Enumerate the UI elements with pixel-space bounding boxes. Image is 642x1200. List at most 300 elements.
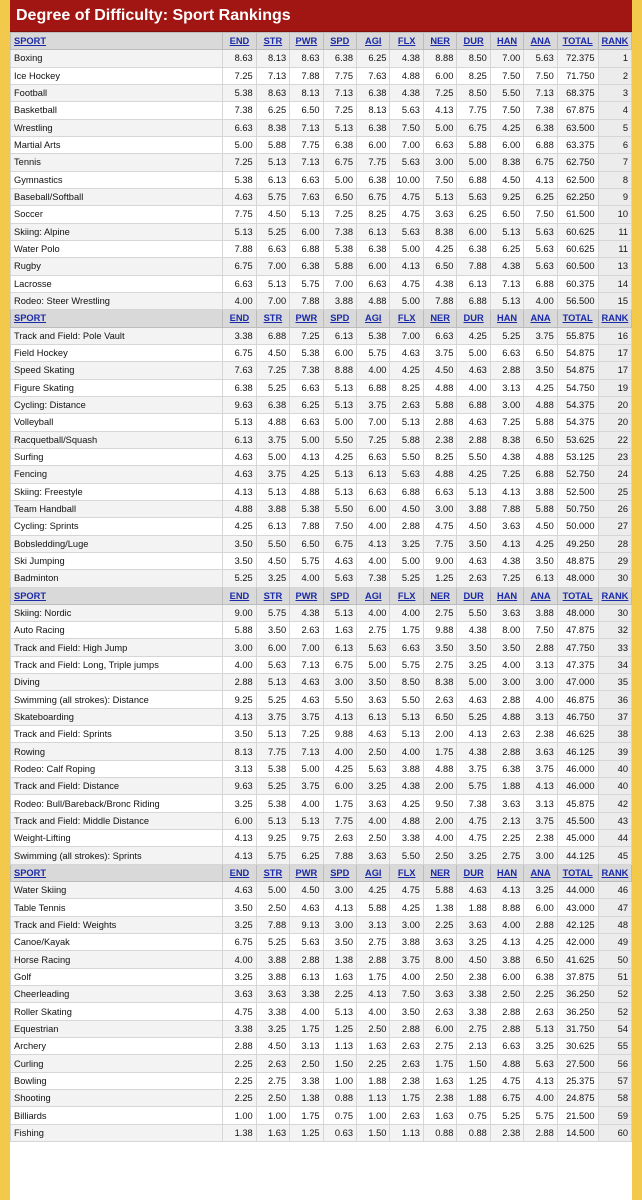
sort-link-end[interactable]: END bbox=[229, 313, 250, 324]
sort-link-spd[interactable]: SPD bbox=[330, 590, 350, 601]
cell-ana: 7.50 bbox=[524, 622, 557, 639]
cell-total: 56.500 bbox=[557, 292, 598, 309]
sort-link-ana[interactable]: ANA bbox=[530, 313, 551, 324]
cell-spd: 5.13 bbox=[323, 466, 356, 483]
cell-str: 6.25 bbox=[256, 102, 289, 119]
sort-link-ana[interactable]: ANA bbox=[530, 867, 551, 878]
cell-pwr: 1.75 bbox=[290, 1020, 323, 1037]
cell-sport: Cheerleading bbox=[11, 986, 223, 1003]
cell-spd: 3.00 bbox=[323, 882, 356, 899]
sort-link-rank[interactable]: RANK bbox=[601, 867, 629, 878]
header-cell-str bbox=[256, 864, 289, 881]
cell-spd: 6.75 bbox=[323, 656, 356, 673]
cell-total: 24.875 bbox=[557, 1090, 598, 1107]
cell-spd: 7.00 bbox=[323, 275, 356, 292]
cell-str: 3.50 bbox=[256, 622, 289, 639]
cell-dur: 5.50 bbox=[457, 604, 490, 621]
cell-spd: 3.50 bbox=[323, 934, 356, 951]
cell-han: 2.25 bbox=[490, 830, 523, 847]
cell-agi: 3.75 bbox=[357, 396, 390, 413]
cell-agi: 1.63 bbox=[357, 1038, 390, 1055]
cell-dur: 4.63 bbox=[457, 691, 490, 708]
sort-link-ner[interactable]: NER bbox=[430, 867, 450, 878]
cell-ner: 3.00 bbox=[423, 154, 456, 171]
header-cell-pwr bbox=[290, 587, 323, 604]
cell-total: 54.875 bbox=[557, 344, 598, 361]
sort-link-dur[interactable]: DUR bbox=[463, 590, 484, 601]
cell-end: 4.63 bbox=[223, 882, 256, 899]
cell-han: 3.88 bbox=[490, 951, 523, 968]
table-row bbox=[11, 448, 632, 465]
cell-ner: 8.38 bbox=[423, 223, 456, 240]
cell-han: 1.88 bbox=[490, 778, 523, 795]
cell-flx: 4.75 bbox=[390, 188, 423, 205]
table-row bbox=[11, 535, 632, 552]
cell-ner: 5.00 bbox=[423, 119, 456, 136]
cell-pwr: 4.50 bbox=[290, 882, 323, 899]
cell-str: 1.00 bbox=[256, 1107, 289, 1124]
cell-ana: 6.25 bbox=[524, 188, 557, 205]
sort-link-spd[interactable]: SPD bbox=[330, 36, 350, 47]
cell-pwr: 5.75 bbox=[290, 275, 323, 292]
header-row bbox=[11, 33, 632, 50]
sort-link-ner[interactable]: NER bbox=[430, 313, 450, 324]
cell-dur: 4.75 bbox=[457, 830, 490, 847]
cell-total: 46.750 bbox=[557, 708, 598, 725]
cell-spd: 0.88 bbox=[323, 1090, 356, 1107]
cell-flx: 10.00 bbox=[390, 171, 423, 188]
cell-han: 2.88 bbox=[490, 362, 523, 379]
cell-end: 5.38 bbox=[223, 84, 256, 101]
cell-ner: 6.00 bbox=[423, 67, 456, 84]
cell-dur: 5.13 bbox=[457, 483, 490, 500]
cell-agi: 2.25 bbox=[357, 1055, 390, 1072]
cell-han: 4.00 bbox=[490, 916, 523, 933]
cell-agi: 2.88 bbox=[357, 951, 390, 968]
sort-link-dur[interactable]: DUR bbox=[463, 313, 484, 324]
cell-flx: 5.13 bbox=[390, 708, 423, 725]
cell-agi: 4.00 bbox=[357, 362, 390, 379]
cell-rank: 19 bbox=[598, 379, 631, 396]
cell-ana: 5.13 bbox=[524, 1020, 557, 1037]
cell-sport: Skiing: Freestyle bbox=[11, 483, 223, 500]
sort-link-flx[interactable]: FLX bbox=[397, 590, 416, 601]
sort-link-ana[interactable]: ANA bbox=[530, 36, 551, 47]
sort-link-han[interactable]: HAN bbox=[496, 36, 518, 47]
sort-link-agi[interactable]: AGI bbox=[364, 590, 382, 601]
cell-agi: 6.00 bbox=[357, 500, 390, 517]
sort-link-ana[interactable]: ANA bbox=[530, 590, 551, 601]
cell-str: 5.88 bbox=[256, 136, 289, 153]
sort-link-total[interactable]: TOTAL bbox=[562, 36, 593, 47]
cell-pwr: 4.13 bbox=[290, 448, 323, 465]
cell-flx: 5.00 bbox=[390, 552, 423, 569]
cell-agi: 5.38 bbox=[357, 327, 390, 344]
cell-rank: 54 bbox=[598, 1020, 631, 1037]
cell-end: 3.63 bbox=[223, 986, 256, 1003]
cell-end: 6.13 bbox=[223, 431, 256, 448]
sort-link-flx[interactable]: FLX bbox=[397, 867, 416, 878]
cell-ana: 6.88 bbox=[524, 136, 557, 153]
cell-sport: Rodeo: Calf Roping bbox=[11, 760, 223, 777]
cell-han: 4.88 bbox=[490, 1055, 523, 1072]
sort-link-agi[interactable]: AGI bbox=[364, 36, 382, 47]
cell-total: 60.625 bbox=[557, 223, 598, 240]
table-row bbox=[11, 344, 632, 361]
cell-rank: 26 bbox=[598, 500, 631, 517]
cell-ner: 2.63 bbox=[423, 1003, 456, 1020]
sort-link-spd[interactable]: SPD bbox=[330, 867, 350, 878]
cell-flx: 4.38 bbox=[390, 778, 423, 795]
cell-spd: 7.13 bbox=[323, 84, 356, 101]
sort-link-sport[interactable]: SPORT bbox=[14, 867, 47, 878]
cell-total: 72.375 bbox=[557, 50, 598, 67]
header-cell-ner bbox=[423, 864, 456, 881]
cell-han: 2.38 bbox=[490, 1124, 523, 1141]
cell-pwr: 5.38 bbox=[290, 344, 323, 361]
header-cell-rank bbox=[598, 587, 631, 604]
cell-ana: 3.75 bbox=[524, 812, 557, 829]
sort-link-sport[interactable]: SPORT bbox=[14, 590, 47, 601]
cell-rank: 30 bbox=[598, 604, 631, 621]
sort-link-pwr[interactable]: PWR bbox=[295, 590, 318, 601]
cell-pwr: 3.38 bbox=[290, 986, 323, 1003]
sort-link-han[interactable]: HAN bbox=[496, 590, 518, 601]
cell-end: 4.88 bbox=[223, 500, 256, 517]
sort-link-str[interactable]: STR bbox=[263, 36, 283, 47]
cell-ana: 6.50 bbox=[524, 951, 557, 968]
cell-spd: 4.00 bbox=[323, 743, 356, 760]
cell-end: 6.75 bbox=[223, 258, 256, 275]
cell-total: 27.500 bbox=[557, 1055, 598, 1072]
cell-ana: 5.63 bbox=[524, 223, 557, 240]
cell-str: 5.00 bbox=[256, 448, 289, 465]
cell-str: 6.63 bbox=[256, 240, 289, 257]
cell-sport: Track and Field: Long, Triple jumps bbox=[11, 656, 223, 673]
sort-link-str[interactable]: STR bbox=[263, 867, 283, 878]
sort-link-flx[interactable]: FLX bbox=[397, 36, 416, 47]
cell-str: 6.38 bbox=[256, 396, 289, 413]
sort-link-dur[interactable]: DUR bbox=[463, 36, 484, 47]
cell-sport: Team Handball bbox=[11, 500, 223, 517]
cell-ner: 2.75 bbox=[423, 604, 456, 621]
header-cell-end bbox=[223, 587, 256, 604]
cell-str: 5.50 bbox=[256, 535, 289, 552]
cell-sport: Track and Field: Middle Distance bbox=[11, 812, 223, 829]
cell-flx: 3.50 bbox=[390, 1003, 423, 1020]
cell-han: 4.75 bbox=[490, 1072, 523, 1089]
cell-total: 62.750 bbox=[557, 154, 598, 171]
cell-spd: 6.00 bbox=[323, 778, 356, 795]
cell-str: 5.25 bbox=[256, 934, 289, 951]
cell-end: 3.38 bbox=[223, 1020, 256, 1037]
cell-pwr: 6.50 bbox=[290, 102, 323, 119]
cell-end: 4.00 bbox=[223, 951, 256, 968]
cell-rank: 16 bbox=[598, 327, 631, 344]
cell-agi: 7.25 bbox=[357, 431, 390, 448]
cell-ner: 3.63 bbox=[423, 206, 456, 223]
cell-rank: 23 bbox=[598, 448, 631, 465]
cell-str: 2.50 bbox=[256, 1090, 289, 1107]
cell-agi: 7.75 bbox=[357, 154, 390, 171]
header-cell-han bbox=[490, 33, 523, 50]
cell-end: 6.63 bbox=[223, 275, 256, 292]
cell-agi: 6.63 bbox=[357, 483, 390, 500]
cell-pwr: 6.13 bbox=[290, 968, 323, 985]
cell-sport: Surfing bbox=[11, 448, 223, 465]
cell-str: 5.00 bbox=[256, 882, 289, 899]
cell-han: 8.38 bbox=[490, 431, 523, 448]
cell-total: 41.625 bbox=[557, 951, 598, 968]
cell-rank: 40 bbox=[598, 778, 631, 795]
sort-link-total[interactable]: TOTAL bbox=[562, 590, 593, 601]
cell-spd: 9.88 bbox=[323, 726, 356, 743]
cell-pwr: 5.13 bbox=[290, 206, 323, 223]
cell-spd: 6.75 bbox=[323, 535, 356, 552]
cell-str: 7.25 bbox=[256, 362, 289, 379]
sort-link-agi[interactable]: AGI bbox=[364, 313, 382, 324]
cell-sport: Track and Field: Distance bbox=[11, 778, 223, 795]
cell-pwr: 6.50 bbox=[290, 535, 323, 552]
table-row bbox=[11, 986, 632, 1003]
cell-flx: 5.00 bbox=[390, 292, 423, 309]
cell-spd: 1.00 bbox=[323, 1072, 356, 1089]
cell-flx: 4.00 bbox=[390, 604, 423, 621]
cell-str: 5.13 bbox=[256, 674, 289, 691]
sort-link-total[interactable]: TOTAL bbox=[562, 313, 593, 324]
cell-ner: 8.88 bbox=[423, 50, 456, 67]
header-cell-spd bbox=[323, 864, 356, 881]
sort-link-pwr[interactable]: PWR bbox=[295, 313, 318, 324]
cell-flx: 2.38 bbox=[390, 1072, 423, 1089]
cell-spd: 7.38 bbox=[323, 223, 356, 240]
cell-sport: Ski Jumping bbox=[11, 552, 223, 569]
cell-han: 4.50 bbox=[490, 171, 523, 188]
table-row bbox=[11, 622, 632, 639]
cell-sport: Track and Field: Sprints bbox=[11, 726, 223, 743]
cell-dur: 5.00 bbox=[457, 674, 490, 691]
sort-link-rank[interactable]: RANK bbox=[601, 36, 629, 47]
cell-han: 4.88 bbox=[490, 708, 523, 725]
cell-flx: 5.00 bbox=[390, 240, 423, 257]
table-row bbox=[11, 708, 632, 725]
cell-flx: 5.13 bbox=[390, 414, 423, 431]
cell-sport: Auto Racing bbox=[11, 622, 223, 639]
cell-sport: Field Hockey bbox=[11, 344, 223, 361]
table-row bbox=[11, 240, 632, 257]
cell-han: 3.63 bbox=[490, 518, 523, 535]
sort-link-rank[interactable]: RANK bbox=[601, 313, 629, 324]
cell-str: 9.25 bbox=[256, 830, 289, 847]
cell-rank: 46 bbox=[598, 882, 631, 899]
cell-str: 3.88 bbox=[256, 968, 289, 985]
cell-total: 71.750 bbox=[557, 67, 598, 84]
cell-rank: 9 bbox=[598, 188, 631, 205]
cell-pwr: 4.38 bbox=[290, 604, 323, 621]
cell-ana: 4.25 bbox=[524, 934, 557, 951]
cell-rank: 11 bbox=[598, 240, 631, 257]
cell-agi: 4.63 bbox=[357, 726, 390, 743]
sort-link-pwr[interactable]: PWR bbox=[295, 867, 318, 878]
cell-str: 6.13 bbox=[256, 171, 289, 188]
cell-ner: 1.75 bbox=[423, 1055, 456, 1072]
sort-link-end[interactable]: END bbox=[229, 867, 250, 878]
header-cell-str bbox=[256, 33, 289, 50]
cell-ana: 7.38 bbox=[524, 102, 557, 119]
sort-link-han[interactable]: HAN bbox=[496, 313, 518, 324]
cell-pwr: 1.75 bbox=[290, 1107, 323, 1124]
cell-rank: 28 bbox=[598, 535, 631, 552]
cell-flx: 7.50 bbox=[390, 119, 423, 136]
cell-end: 4.13 bbox=[223, 847, 256, 864]
cell-flx: 3.88 bbox=[390, 760, 423, 777]
cell-total: 46.125 bbox=[557, 743, 598, 760]
cell-pwr: 7.13 bbox=[290, 119, 323, 136]
cell-rank: 40 bbox=[598, 760, 631, 777]
cell-dur: 3.50 bbox=[457, 535, 490, 552]
header-cell-sport bbox=[11, 310, 223, 327]
table-row bbox=[11, 847, 632, 864]
sort-link-str[interactable]: STR bbox=[263, 313, 283, 324]
cell-total: 50.000 bbox=[557, 518, 598, 535]
cell-spd: 5.13 bbox=[323, 604, 356, 621]
cell-pwr: 4.00 bbox=[290, 1003, 323, 1020]
cell-total: 60.625 bbox=[557, 240, 598, 257]
cell-ner: 2.63 bbox=[423, 691, 456, 708]
cell-sport: Bowling bbox=[11, 1072, 223, 1089]
sort-link-flx[interactable]: FLX bbox=[397, 313, 416, 324]
table-row bbox=[11, 1003, 632, 1020]
cell-agi: 4.13 bbox=[357, 986, 390, 1003]
sort-link-str[interactable]: STR bbox=[263, 590, 283, 601]
cell-sport: Curling bbox=[11, 1055, 223, 1072]
cell-dur: 4.63 bbox=[457, 414, 490, 431]
cell-han: 2.88 bbox=[490, 1003, 523, 1020]
cell-dur: 5.75 bbox=[457, 778, 490, 795]
cell-sport: Equestrian bbox=[11, 1020, 223, 1037]
cell-end: 3.50 bbox=[223, 552, 256, 569]
cell-str: 4.50 bbox=[256, 344, 289, 361]
table-row bbox=[11, 466, 632, 483]
sort-link-sport[interactable]: SPORT bbox=[14, 36, 47, 47]
cell-sport: Canoe/Kayak bbox=[11, 934, 223, 951]
table-row bbox=[11, 414, 632, 431]
cell-spd: 4.25 bbox=[323, 760, 356, 777]
cell-rank: 14 bbox=[598, 275, 631, 292]
cell-ner: 2.00 bbox=[423, 812, 456, 829]
cell-sport: Lacrosse bbox=[11, 275, 223, 292]
sort-link-ner[interactable]: NER bbox=[430, 36, 450, 47]
cell-dur: 5.50 bbox=[457, 448, 490, 465]
sort-link-end[interactable]: END bbox=[229, 36, 250, 47]
cell-rank: 45 bbox=[598, 847, 631, 864]
cell-total: 67.875 bbox=[557, 102, 598, 119]
cell-sport: Skateboarding bbox=[11, 708, 223, 725]
cell-ana: 5.88 bbox=[524, 500, 557, 517]
sort-link-sport[interactable]: SPORT bbox=[14, 313, 47, 324]
cell-pwr: 7.88 bbox=[290, 67, 323, 84]
sort-link-rank[interactable]: RANK bbox=[601, 590, 629, 601]
cell-agi: 6.38 bbox=[357, 84, 390, 101]
header-cell-str bbox=[256, 310, 289, 327]
cell-total: 46.625 bbox=[557, 726, 598, 743]
cell-ana: 2.38 bbox=[524, 830, 557, 847]
cell-ana: 6.75 bbox=[524, 154, 557, 171]
cell-agi: 3.63 bbox=[357, 795, 390, 812]
table-row bbox=[11, 223, 632, 240]
cell-ana: 3.63 bbox=[524, 743, 557, 760]
cell-spd: 1.38 bbox=[323, 951, 356, 968]
header-cell-flx bbox=[390, 864, 423, 881]
cell-han: 7.88 bbox=[490, 500, 523, 517]
cell-rank: 52 bbox=[598, 1003, 631, 1020]
cell-flx: 5.63 bbox=[390, 102, 423, 119]
cell-ner: 6.63 bbox=[423, 327, 456, 344]
cell-sport: Volleyball bbox=[11, 414, 223, 431]
cell-rank: 32 bbox=[598, 622, 631, 639]
cell-ner: 8.00 bbox=[423, 951, 456, 968]
cell-spd: 7.25 bbox=[323, 102, 356, 119]
cell-rank: 44 bbox=[598, 830, 631, 847]
cell-pwr: 7.13 bbox=[290, 154, 323, 171]
cell-ner: 3.50 bbox=[423, 639, 456, 656]
cell-total: 52.750 bbox=[557, 466, 598, 483]
cell-agi: 6.38 bbox=[357, 119, 390, 136]
cell-end: 4.13 bbox=[223, 708, 256, 725]
header-cell-total bbox=[557, 33, 598, 50]
cell-ana: 3.75 bbox=[524, 327, 557, 344]
cell-ner: 2.50 bbox=[423, 968, 456, 985]
cell-dur: 6.75 bbox=[457, 119, 490, 136]
cell-spd: 0.75 bbox=[323, 1107, 356, 1124]
sort-link-spd[interactable]: SPD bbox=[330, 313, 350, 324]
cell-pwr: 7.00 bbox=[290, 639, 323, 656]
cell-pwr: 4.63 bbox=[290, 899, 323, 916]
cell-end: 4.13 bbox=[223, 483, 256, 500]
sort-link-han[interactable]: HAN bbox=[496, 867, 518, 878]
cell-dur: 2.75 bbox=[457, 1020, 490, 1037]
sort-link-total[interactable]: TOTAL bbox=[562, 867, 593, 878]
cell-total: 52.500 bbox=[557, 483, 598, 500]
cell-str: 7.13 bbox=[256, 67, 289, 84]
cell-end: 4.75 bbox=[223, 1003, 256, 1020]
cell-dur: 6.00 bbox=[457, 223, 490, 240]
cell-agi: 5.63 bbox=[357, 760, 390, 777]
cell-dur: 4.25 bbox=[457, 466, 490, 483]
sort-link-agi[interactable]: AGI bbox=[364, 867, 382, 878]
sort-link-end[interactable]: END bbox=[229, 590, 250, 601]
cell-pwr: 4.00 bbox=[290, 570, 323, 587]
cell-sport: Boxing bbox=[11, 50, 223, 67]
cell-ner: 1.25 bbox=[423, 570, 456, 587]
cell-rank: 15 bbox=[598, 292, 631, 309]
cell-spd: 4.63 bbox=[323, 552, 356, 569]
cell-ner: 5.13 bbox=[423, 188, 456, 205]
header-cell-str bbox=[256, 587, 289, 604]
cell-han: 4.13 bbox=[490, 934, 523, 951]
sort-link-dur[interactable]: DUR bbox=[463, 867, 484, 878]
cell-sport: Weight-Lifting bbox=[11, 830, 223, 847]
table-row bbox=[11, 1072, 632, 1089]
cell-total: 46.000 bbox=[557, 760, 598, 777]
sort-link-pwr[interactable]: PWR bbox=[295, 36, 318, 47]
header-cell-ana bbox=[524, 864, 557, 881]
cell-spd: 5.13 bbox=[323, 1003, 356, 1020]
cell-han: 4.13 bbox=[490, 535, 523, 552]
sort-link-ner[interactable]: NER bbox=[430, 590, 450, 601]
cell-agi: 7.38 bbox=[357, 570, 390, 587]
cell-ner: 8.38 bbox=[423, 674, 456, 691]
